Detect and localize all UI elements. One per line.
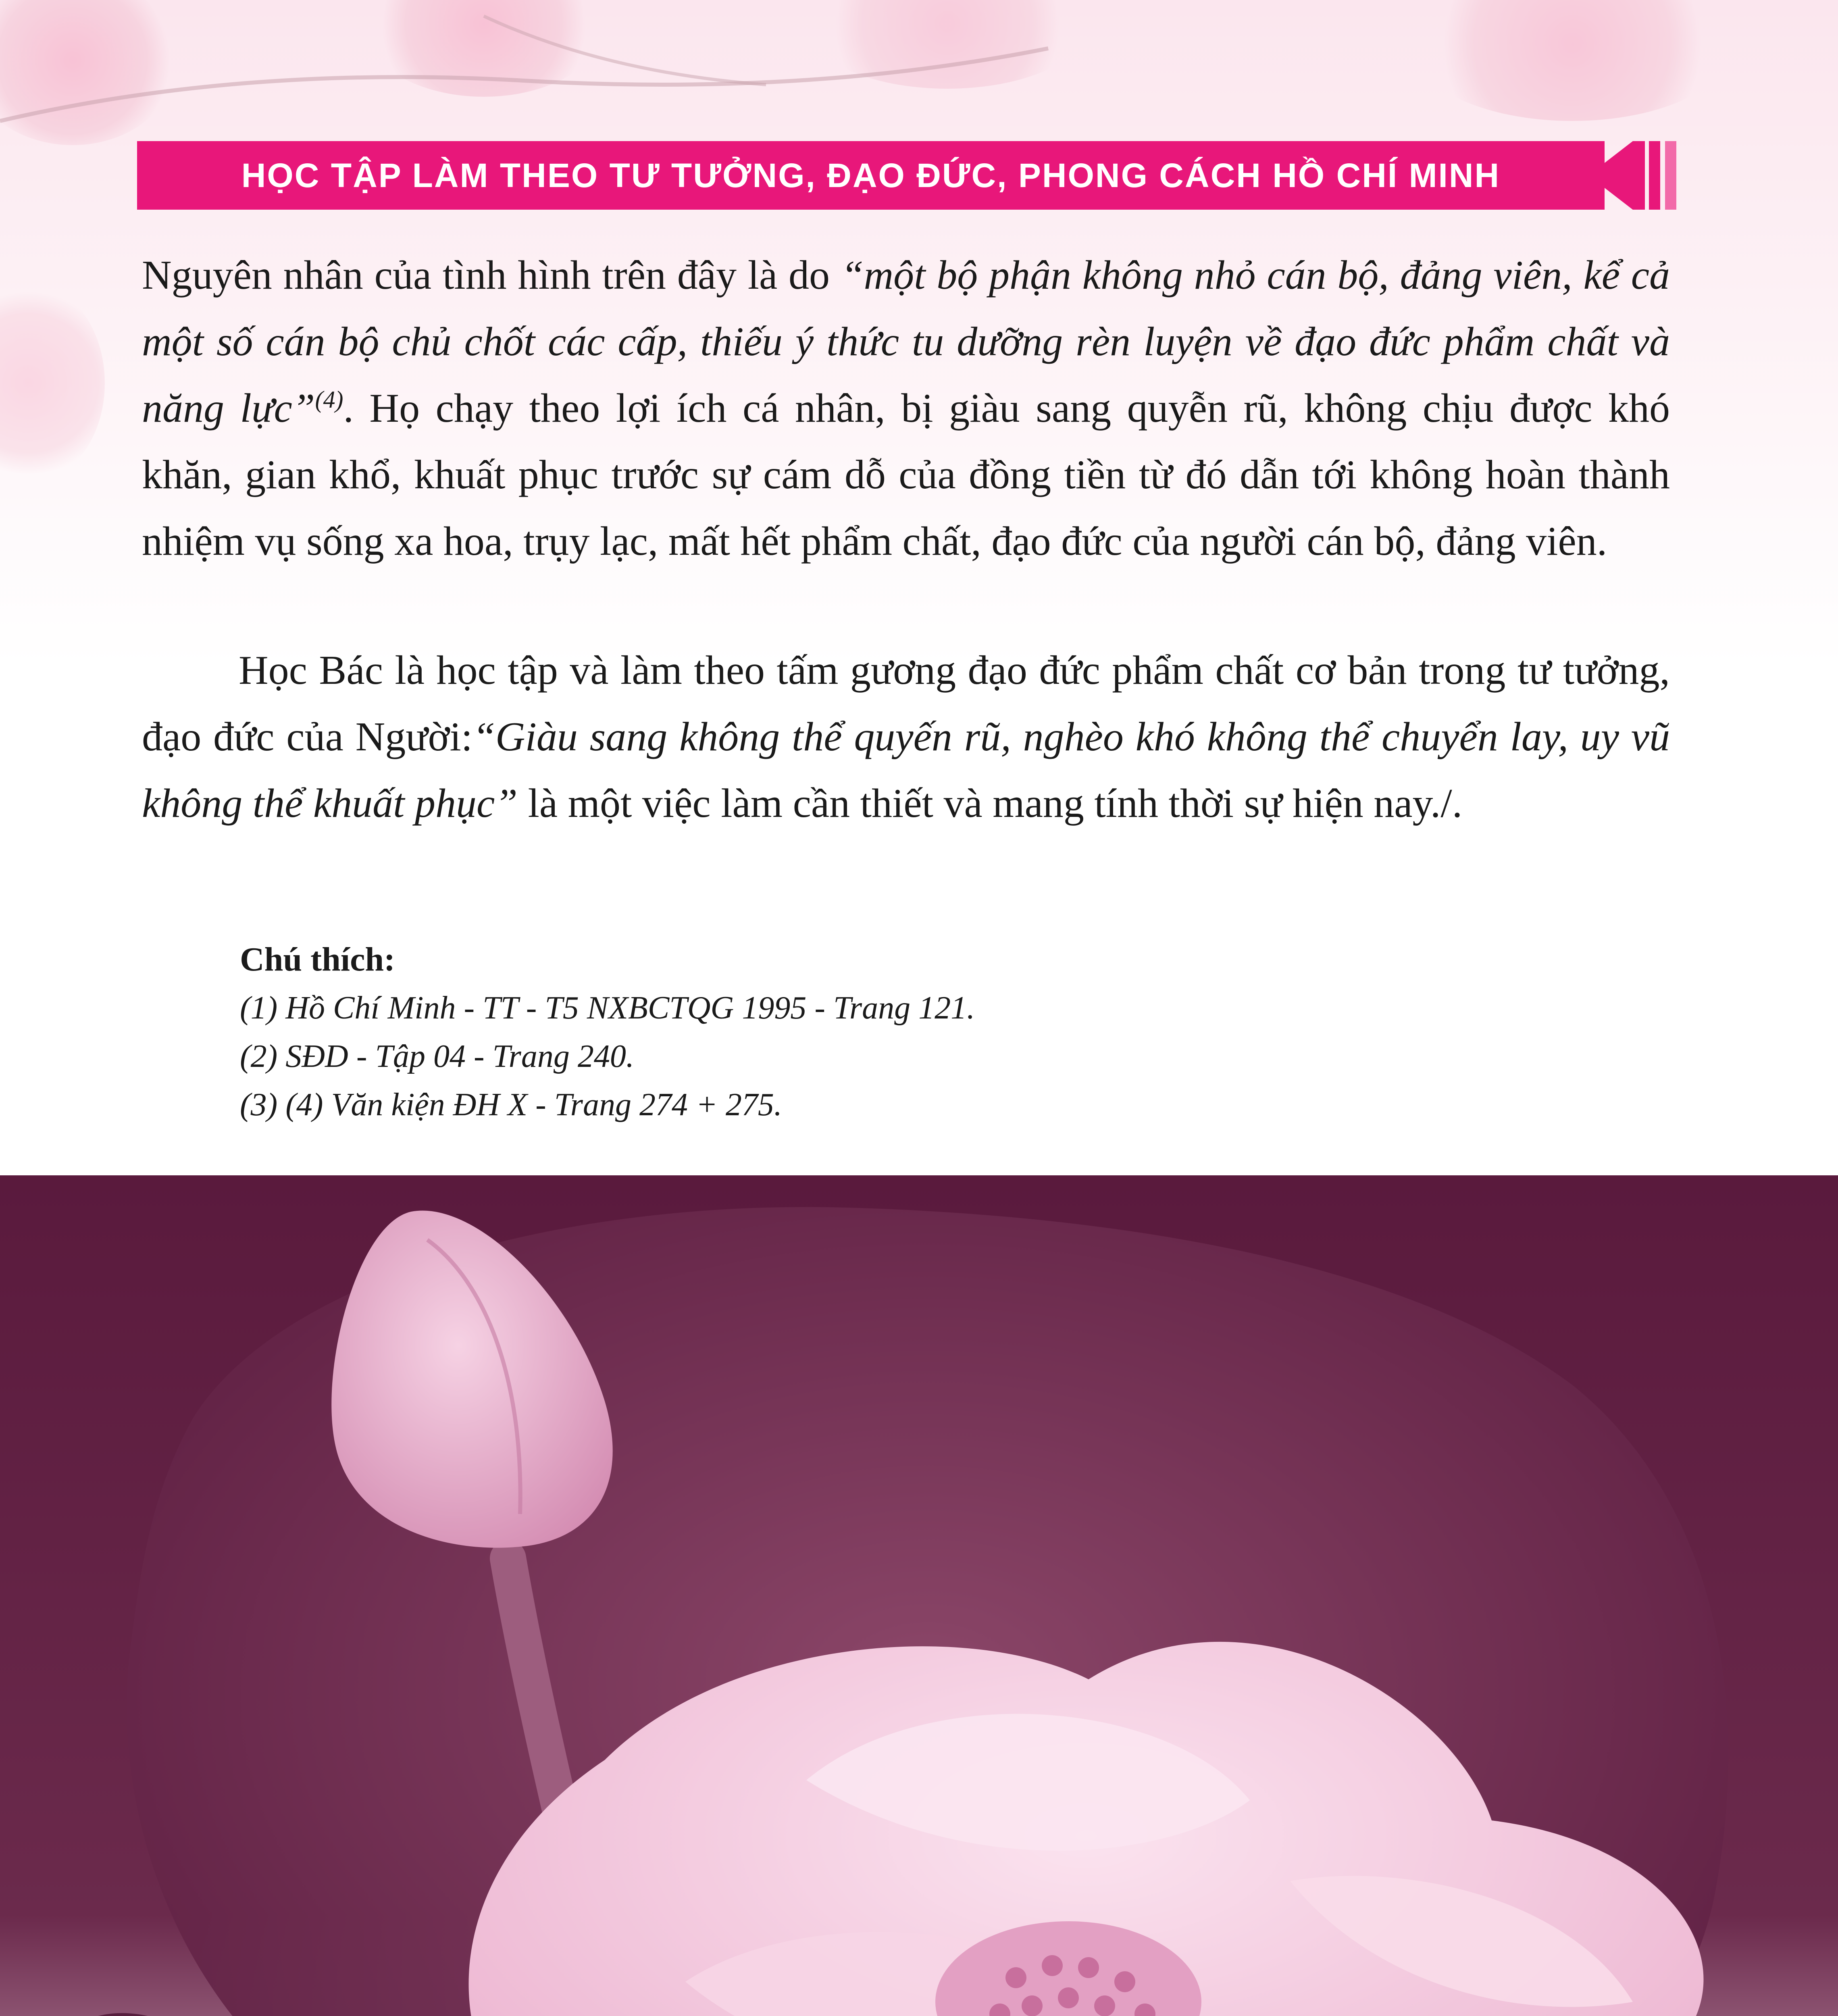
paragraph-2 [142,637,1670,837]
paragraph-2-quote: “Giàu sang không thể quyến rũ, nghèo khó không thể chuyển lay, uy vũ không thể khuất phục” [142,714,1670,826]
footnote-ref-4: (4) [315,386,343,413]
footnote-item: (1) Hồ Chí Minh - TT - T5 NXBCTQG 1995 - Trang 121. [240,990,975,1026]
footnotes-title: Chú thích: [240,941,395,978]
paragraph-2-rest: là một việc làm cần thiết và mang tính thời sự hiện nay./. [518,781,1463,826]
paragraph-1-lead: Nguyên nhân của tình hình trên đây là do [142,252,841,298]
footnote-item: (3) (4) Văn kiện ĐH X - Trang 274 + 275. [240,1087,782,1123]
paragraph-1-quote: “một bộ phận không nhỏ cán bộ, đảng viên, kể cả một số cán bộ chủ chốt các cấp, thiếu ý thức tu dưỡng rèn luyện về đạo đức phẩm chất và năng lực” [142,252,1670,431]
paragraph-1 [142,242,1670,575]
footnotes [240,935,1530,1129]
lotus-illustration [0,1175,1838,2016]
chevron-left-icon [1584,137,1681,214]
paragraph-1-rest: . Họ chạy theo lợi ích cá nhân, bị giàu sang quyễn rũ, không chịu được khó khăn, gian khổ, khuất phục trước sự cám dỗ của đồng tiền từ đó dẫn tới không hoàn thành nhiệm vụ sống xa hoa, trụy lạc, mất hết phẩm chất, đạo đức của người cán bộ, đảng viên. [142,385,1670,564]
section-header-title: HỌC TẬP LÀM THEO TƯ TƯỞNG, ĐẠO ĐỨC, PHONG CÁCH HỒ CHÍ MINH [241,156,1501,194]
footnote-item: (2) SĐD - Tập 04 - Trang 240. [240,1039,634,1074]
paragraph-2-lead: Học Bác là học tập và làm theo tấm gương đạo đức phẩm chất cơ bản trong tư tưởng, đạo đức của Người: [142,648,1670,760]
